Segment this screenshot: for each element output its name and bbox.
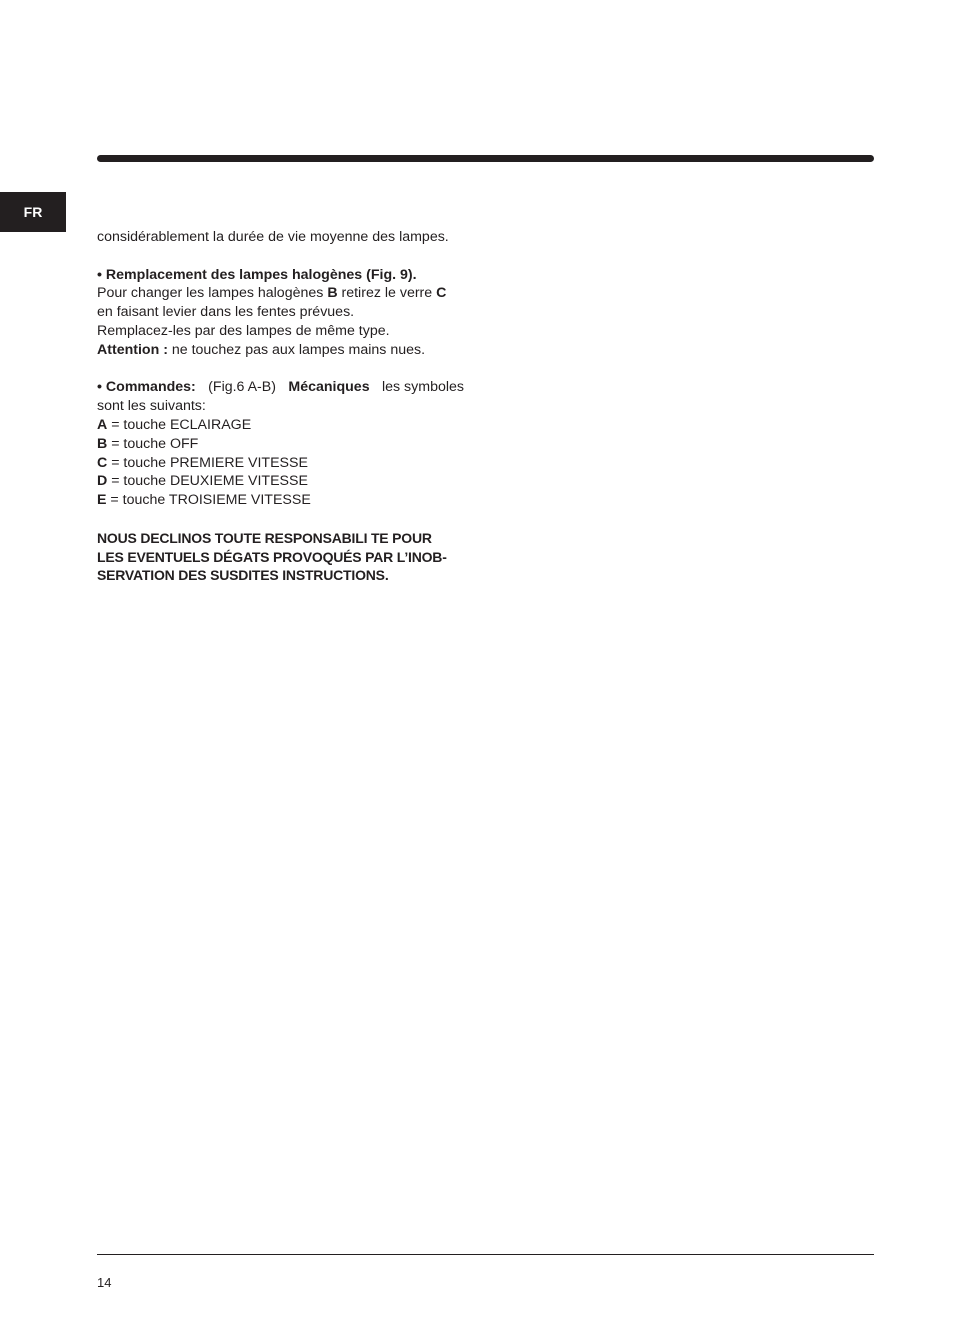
disclaimer-line-2: LES EVENTUELS DÉGATS PROVOQUÉS PAR L’INOB- [97,548,447,565]
command-item-c: C = touche PREMIERE VITESSE [97,454,308,471]
language-tab: FR [0,192,66,232]
halogen-line-1: Pour changer les lampes halogènes B retirez le verre C [97,285,447,302]
disclaimer-line-3: SERVATION DES SUSDITES INSTRUCTIONS. [97,567,389,584]
spacer [97,247,464,266]
command-item-b: B = touche OFF [97,435,199,452]
command-item-d: D = touche DEUXIEME VITESSE [97,473,308,490]
footer-rule [97,1254,874,1255]
attention-note: Attention : ne touchez pas aux lampes mains nues. [97,341,426,358]
commands-intro-line-2: sont les suivants: [97,398,206,415]
halogen-line-2: en faisant levier dans les fentes prévues. [97,304,355,321]
disclaimer-line-1: NOUS DECLINOS TOUTE RESPONSABILI TE POUR [97,529,432,546]
commands-intro: • Commandes: (Fig.6 A-B) Mécaniques les symboles [97,379,464,396]
spacer [97,360,464,379]
command-item-e: E = touche TROISIEME VITESSE [97,492,311,509]
page-number: 14 [97,1275,112,1290]
intro-line: considérablement la durée de vie moyenne des lampes. [97,229,449,245]
halogen-heading: • Remplacement des lampes halogènes (Fig. 9). [97,266,417,283]
command-item-a: A = touche ECLAIRAGE [97,416,252,433]
spacer [97,510,464,529]
text-column [97,228,464,585]
halogen-line-3: Remplacez-les par des lampes de même type. [97,322,390,339]
header-rule [97,155,874,162]
